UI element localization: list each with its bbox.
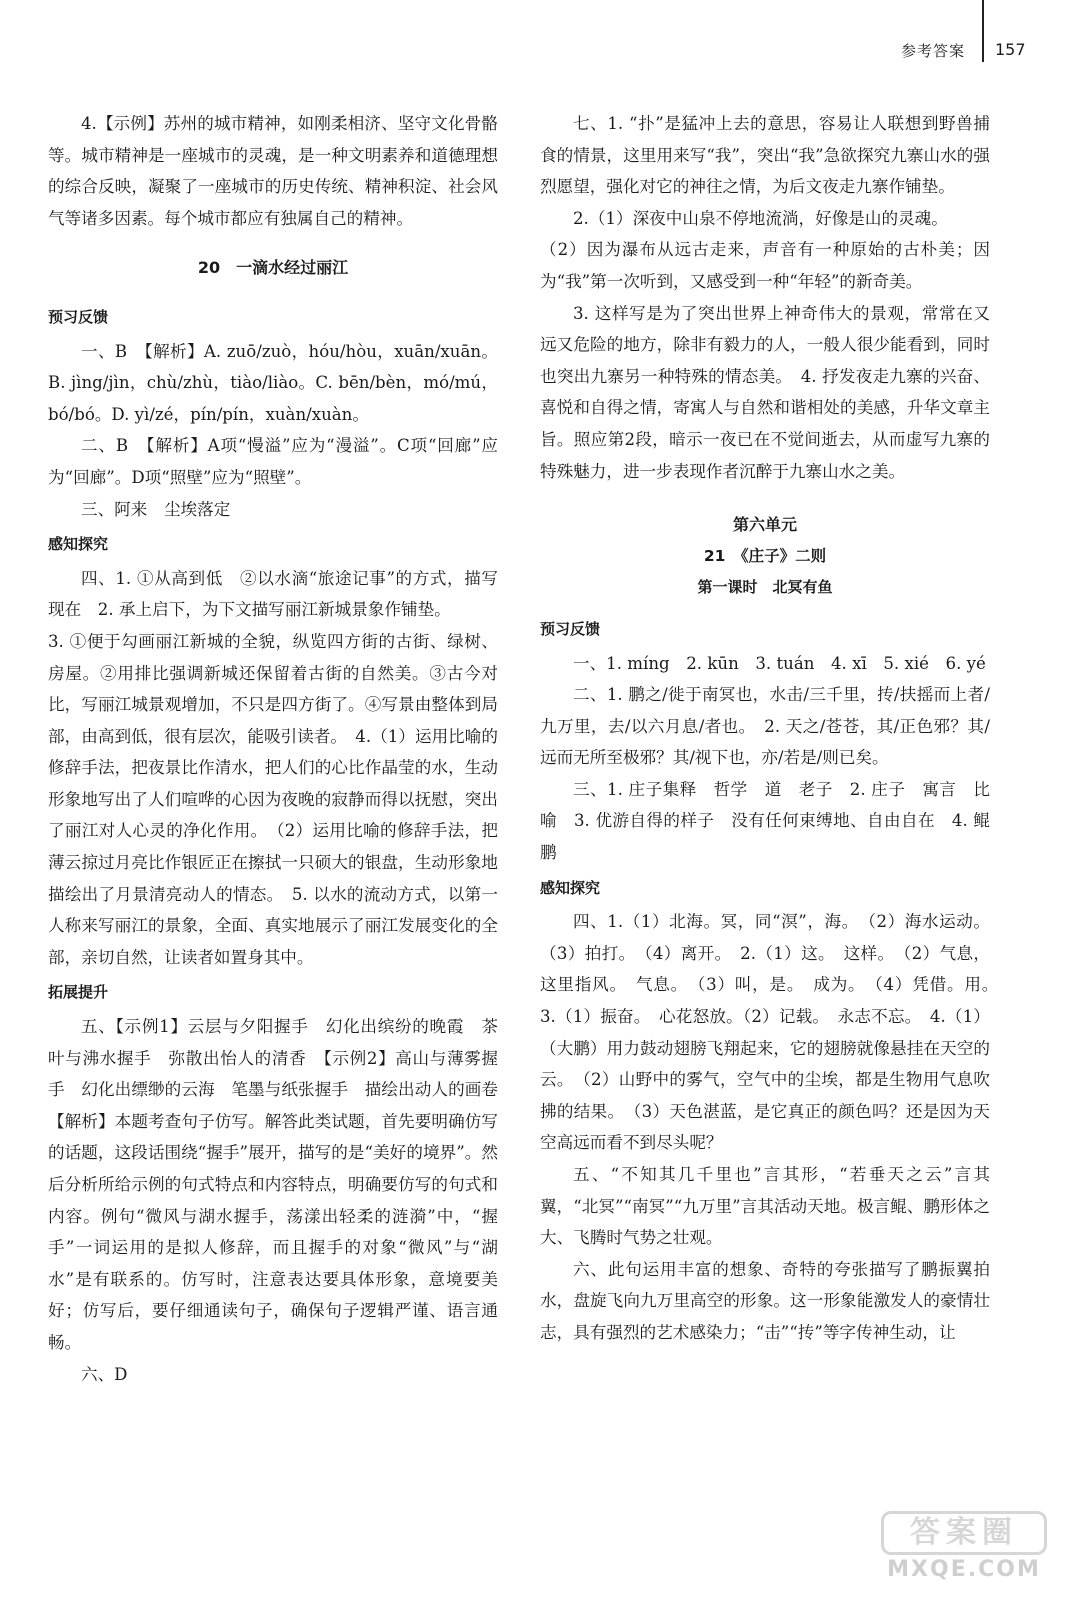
paragraph: 五、“不知其几千里也”言其形，“若垂天之云”言其翼，“北冥”“南冥”“九万里”言其活动天地。极言鲲、鹏形体之大、飞腾时气势之壮观。 xyxy=(540,1165,990,1248)
right-column xyxy=(540,108,1007,1349)
paragraph: 三、1. 庄子集释 哲学 道 老子 2. 庄子 寓言 比喻 3. 优游自得的样子 没有任何束缚地、自由自在 4. 鲲 鹏 xyxy=(540,779,1007,863)
paragraph: 七、1. “扑”是猛冲上去的意思，容易让人联想到野兽捕食的情景，这里用来写“我”，突出“我”急欲探究九寨山水的强烈愿望，强化对它的神往之情，为后文夜走九寨作铺垫。 xyxy=(540,114,990,197)
watermark-logo: 答案圈 xyxy=(881,1511,1047,1555)
paragraph: 六、此句运用丰富的想象、奇特的夸张描写了鹏振翼拍水，盘旋飞向九万里高空的形象。这一形象能激发人的豪情壮志，具有强烈的艺术感染力；“击”“抟”等字传神生动，让 xyxy=(540,1259,990,1342)
watermark-url: MXQE.COM xyxy=(887,1557,1041,1582)
header-divider xyxy=(982,0,984,62)
running-header-title: 参考答案 xyxy=(900,42,965,60)
section-heading: 预习反馈 xyxy=(48,307,109,326)
paragraph: 三、阿来 尘埃落定 xyxy=(81,499,231,519)
lesson-title: 20 一滴水经过丽江 xyxy=(197,258,349,278)
paragraph: 六、D xyxy=(81,1364,128,1384)
paragraph: 一、B 【解析】A. zuō/zuò，hóu/hòu，xuān/xuān。B. jìng/jìn，chù/zhù，tiào/liào。C. bēn/bèn，mó/mú，bó/bó。D. yì/zé，pín/pín，xuàn/xuàn。 xyxy=(48,341,498,424)
period-title: 第一课时 北冥有鱼 xyxy=(697,578,833,597)
section-heading: 感知探究 xyxy=(540,878,601,897)
paragraph: 四、1. ①从高到低 ②以水滴“旅途记事”的方式，描写现在 2. 承上启下，为下文描写丽江新城景象作铺垫。 xyxy=(48,568,498,620)
paragraph: 二、1. 鹏之/徙于南冥也，水击/三千里，抟/扶摇而上者/九万里，去/以六月息/者也。 2. 天之/苍苍，其/正色邪？其/远而无所至极邪？其/视下也，亦/若是/则已矣。 xyxy=(540,685,990,768)
paragraph: 4.【示例】苏州的城市精神，如刚柔相济、坚守文化骨骼等。城市精神是一座城市的灵魂，是一种文明素养和道德理想的综合反映，凝聚了一座城市的历史传统、精神积淀、社会风气等诸多因素。每个城市都应有独属自己的精神。 xyxy=(48,114,498,228)
paragraph: 3. ①便于勾画丽江新城的全貌，纵览四方街的古街、绿树、房屋。②用排比强调新城还保留着古街的自然美。③古今对比，写丽江城景观增加，不只是四方街了。④写景由整体到局部，由高到低，很有层次，能吸引读者。 4.（1）运用比喻的修辞手法，把夜景比作清水，把人们的心比作晶莹的水，生动形象地写出了人们喧哗的心因为夜晚的寂静而得以抚慰，突出了丽江对人心灵的净化作用。 （2）运用比喻的修辞手法，把薄云掠过月亮比作银匠正在擦拭一只硕大的银盘，生动形象地描绘出了月景清亮动人的情态。 5. 以水的流动方式，以第一人称来写丽江的景象，全面、真实地展示了丽江发展变化的全部，亲切自然，让读者如置身其中。 xyxy=(48,631,498,967)
watermark xyxy=(881,1511,1047,1582)
paragraph: 一、1. míng 2. kūn 3. tuán 4. xī 5. xié 6. yé xyxy=(573,653,986,673)
page-number: 157 xyxy=(995,40,1026,59)
paragraph: 3. 这样写是为了突出世界上神奇伟大的景观，常常在又远又危险的地方，除非有毅力的人，一般人很少能看到，同时也突出九寨另一种特殊的情态美。 4. 抒发夜走九寨的兴奋、喜悦和自得之情，寄寓人与自然和谐相处的美感，升华文章主旨。照应第2段，暗示一夜已在不觉间逝去，从而虚写九寨的特殊魅力，进一步表现作者沉醉于九寨山水之美。 xyxy=(540,303,990,481)
unit-heading: 第六单元 xyxy=(732,515,797,535)
lesson-title: 21 《庄子》二则 xyxy=(703,546,827,565)
paragraph: 二、B 【解析】A项“慢溢”应为“漫溢”。C项“回廊”应为“回廊”。D项“照壁”应为“照壁”。 xyxy=(48,436,498,487)
paragraph: 四、1.（1）北海。冥，同“溟”，海。 （2）海水运动。（3）拍打。 （4）离开。 2.（1）这。 这样。 （2）气息，这里指风。 气息。 （3）叫，是。 成为。 （4）凭借。用。 3.（1）振奋。 心花怒放。（2）记载。 永志不忘。 4.（1）（大鹏）用力鼓动翅膀飞翔起来，它的翅膀就像悬挂在天空的云。 （2）山野中的雾气，空气中的尘埃，都是生物用气息吹拂的结果。 （3）天色湛蓝，是它真正的颜色吗？还是因为天空高远而看不到尽头呢？ xyxy=(540,912,1007,1153)
section-heading: 感知探究 xyxy=(48,535,109,554)
paragraph: 2.（1）深夜中山泉不停地流淌，好像是山的灵魂。 xyxy=(573,208,948,228)
paragraph: （2）因为瀑布从远古走来，声音有一种原始的古朴美；因为“我”第一次听到，又感受到一种“年轻”的新奇美。 xyxy=(540,240,990,291)
section-heading: 拓展提升 xyxy=(48,983,109,1002)
left-column xyxy=(48,108,515,1390)
section-heading: 预习反馈 xyxy=(540,619,601,638)
paragraph: 五、【示例1】云层与夕阳握手 幻化出缤纷的晚霞 茶叶与沸水握手 弥散出怡人的清香 【示例2】高山与薄雾握手 幻化出缥缈的云海 笔墨与纸张握手 描绘出动人的画卷 【解析】本题考查句子仿写。解答此类试题，首先要明确仿写的话题，这段话围绕“握手”展开，描写的是“美好的境界”。然后分析所给示例的句式特点和内容特点，明确要仿写的句式和内容。例句“微风与湖水握手，荡漾出轻柔的涟漪”中，“握手”一词运用的是拟人修辞，而且握手的对象“微风”与“湖水”是有联系的。仿写时，注意表达要具体形象，意境要美好；仿写后，要仔细通读句子，确保句子逻辑严谨、语言通畅。 xyxy=(48,1017,515,1352)
